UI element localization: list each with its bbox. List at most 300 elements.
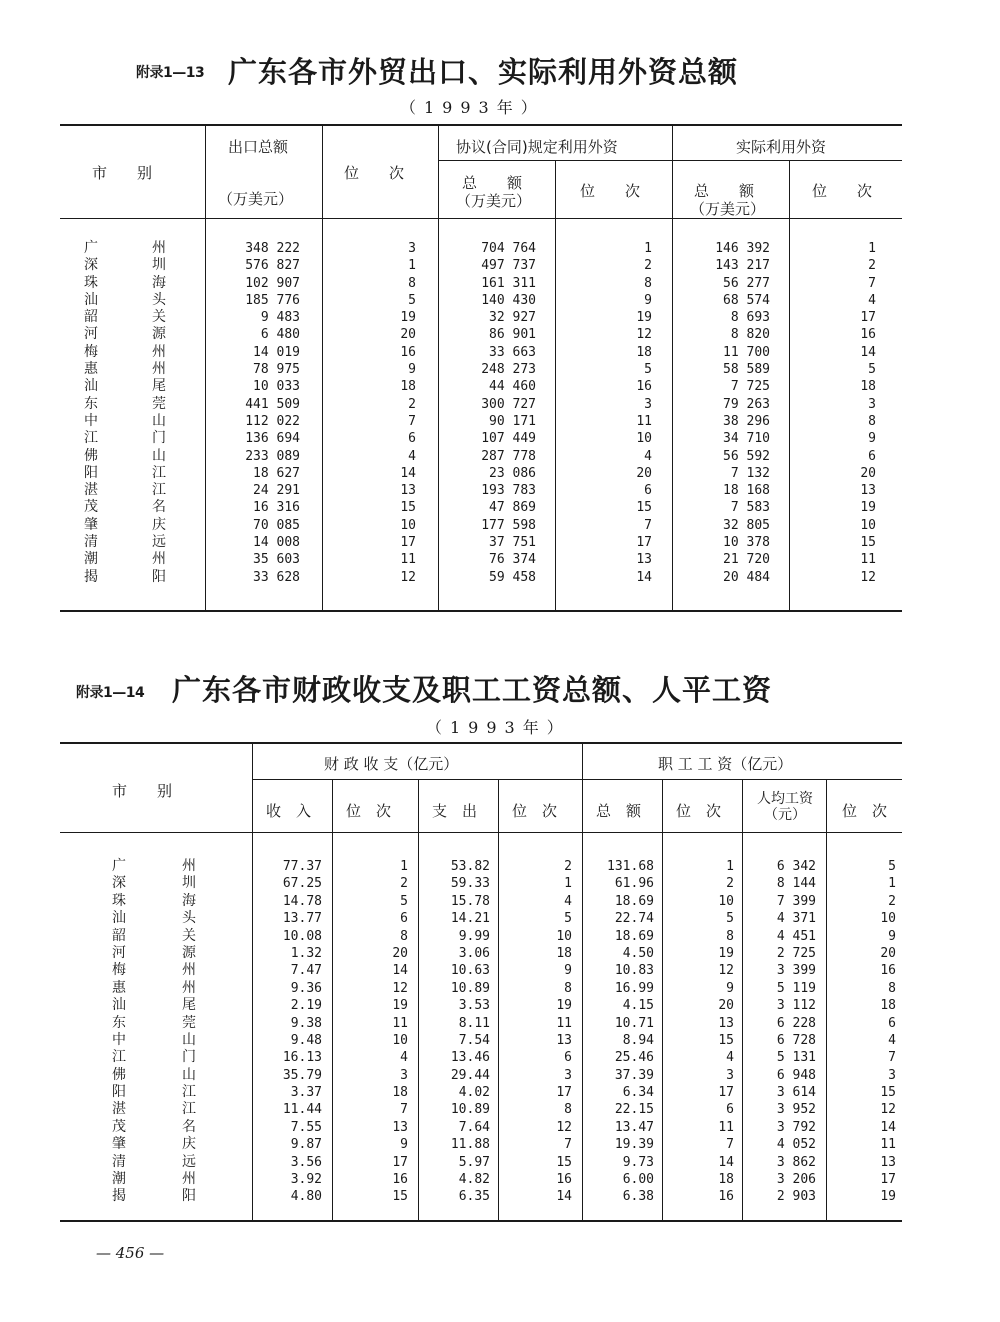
city-char-1: 中 (84, 412, 98, 429)
avg-wage-rank: 17 (880, 1172, 896, 1188)
agreed-rank: 12 (636, 327, 652, 343)
export-value: 70 085 (253, 517, 300, 533)
table2-header-wage-total: 总 额 (596, 802, 642, 820)
city-char-2: 州 (152, 343, 166, 360)
income-value: 7.55 (290, 1119, 322, 1135)
actual-value: 20 484 (723, 569, 770, 585)
city-char-1: 揭 (112, 1188, 126, 1205)
actual-value: 68 574 (723, 292, 770, 308)
income-value: 35.79 (282, 1067, 322, 1083)
city-char-2: 源 (152, 326, 166, 343)
avg-wage-value: 3 792 (776, 1119, 816, 1135)
expense-rank: 16 (556, 1172, 572, 1188)
export-rank: 7 (408, 413, 416, 429)
actual-rank: 12 (860, 569, 876, 585)
city-char-1: 清 (112, 1153, 126, 1170)
expense-value: 10.89 (450, 980, 490, 996)
city-char-2: 阳 (182, 1188, 196, 1205)
actual-rank: 7 (868, 275, 876, 291)
income-rank: 11 (392, 1015, 408, 1031)
expense-rank: 18 (556, 945, 572, 961)
table1-header-actual-total: 总 额 (694, 182, 755, 200)
agreed-value: 86 901 (489, 327, 536, 343)
city-char-2: 山 (152, 447, 166, 464)
expense-rank: 1 (564, 876, 572, 892)
expense-value: 7.64 (458, 1119, 490, 1135)
wage-total-rank: 9 (726, 980, 734, 996)
income-value: 14.78 (282, 893, 322, 909)
actual-value: 8 693 (730, 310, 770, 326)
export-rank: 14 (400, 465, 416, 481)
actual-value: 21 720 (723, 552, 770, 568)
agreed-rank: 3 (644, 396, 652, 412)
export-value: 112 022 (245, 413, 300, 429)
actual-value: 8 820 (730, 327, 770, 343)
table1-header-agreed-total: 总 额 (462, 174, 523, 192)
avg-wage-value: 5 131 (776, 1050, 816, 1066)
table2-year: （1993年） (426, 718, 571, 737)
expense-rank: 5 (564, 911, 572, 927)
agreed-rank: 13 (636, 552, 652, 568)
wage-total-value: 18.69 (614, 928, 654, 944)
export-rank: 6 (408, 431, 416, 447)
avg-wage-value: 3 112 (776, 998, 816, 1014)
export-rank: 1 (408, 258, 416, 274)
avg-wage-value: 5 119 (776, 980, 816, 996)
avg-wage-value: 8 144 (776, 876, 816, 892)
table2-header-rule (60, 832, 902, 833)
city-char-2: 莞 (152, 395, 166, 412)
table1-header-export: 出口总额 (228, 138, 289, 156)
export-rank: 4 (408, 448, 416, 464)
income-value: 3.37 (290, 1085, 322, 1101)
wage-total-rank: 16 (718, 1189, 734, 1205)
export-rank: 18 (400, 379, 416, 395)
agreed-value: 59 458 (489, 569, 536, 585)
city-char-2: 州 (182, 979, 196, 996)
table-row (0, 1101, 1000, 1118)
city-char-2: 圳 (152, 257, 166, 274)
city-char-2: 江 (152, 482, 166, 499)
actual-value: 79 263 (723, 396, 770, 412)
actual-rank: 4 (868, 292, 876, 308)
wage-total-value: 13.47 (614, 1119, 654, 1135)
table-row (0, 413, 1000, 430)
income-value: 3.92 (290, 1172, 322, 1188)
actual-rank: 3 (868, 396, 876, 412)
income-value: 1.32 (290, 945, 322, 961)
table-row (0, 1084, 1000, 1101)
table-row (0, 344, 1000, 361)
wage-total-value: 4.50 (622, 945, 654, 961)
avg-wage-rank: 2 (888, 893, 896, 909)
avg-wage-rank: 4 (888, 1032, 896, 1048)
export-rank: 10 (400, 517, 416, 533)
avg-wage-rank: 11 (880, 1137, 896, 1153)
avg-wage-value: 4 451 (776, 928, 816, 944)
avg-wage-rank: 6 (888, 1015, 896, 1031)
wage-total-rank: 4 (726, 1050, 734, 1066)
city-char-2: 远 (182, 1153, 196, 1170)
export-value: 102 907 (245, 275, 300, 291)
income-rank: 16 (392, 1172, 408, 1188)
expense-value: 11.88 (450, 1137, 490, 1153)
city-char-1: 梅 (84, 343, 98, 360)
table-row (0, 569, 1000, 586)
agreed-rank: 16 (636, 379, 652, 395)
agreed-rank: 8 (644, 275, 652, 291)
agreed-value: 300 727 (481, 396, 536, 412)
agreed-rank: 9 (644, 292, 652, 308)
table2-header-expense-rank: 位 次 (512, 802, 558, 820)
table-row (0, 858, 1000, 875)
actual-rank: 16 (860, 327, 876, 343)
expense-value: 3.53 (458, 998, 490, 1014)
actual-rank: 18 (860, 379, 876, 395)
table2-title: 广东各市财政收支及职工工资总额、人平工资 (172, 673, 773, 707)
avg-wage-rank: 5 (888, 859, 896, 874)
table2-body (0, 858, 1000, 1206)
wage-total-rank: 8 (726, 928, 734, 944)
agreed-value: 37 751 (489, 535, 536, 551)
actual-value: 7 725 (730, 379, 770, 395)
export-value: 78 975 (253, 362, 300, 378)
table-row (0, 309, 1000, 326)
wage-total-rank: 15 (718, 1032, 734, 1048)
city-char-1: 肇 (112, 1136, 126, 1153)
actual-rank: 14 (860, 344, 876, 360)
city-char-2: 尾 (152, 378, 166, 395)
agreed-rank: 18 (636, 344, 652, 360)
city-char-2: 圳 (182, 875, 196, 892)
export-value: 18 627 (253, 465, 300, 481)
actual-rank: 8 (868, 413, 876, 429)
income-value: 11.44 (282, 1102, 322, 1118)
income-rank: 14 (392, 963, 408, 979)
avg-wage-value: 7 399 (776, 893, 816, 909)
export-value: 9 483 (260, 310, 300, 326)
table-row (0, 448, 1000, 465)
export-value: 14 019 (253, 344, 300, 360)
table-row (0, 980, 1000, 997)
table1-header-city: 市 别 (92, 164, 153, 182)
wage-total-rank: 20 (718, 998, 734, 1014)
agreed-rank: 14 (636, 569, 652, 585)
actual-value: 38 296 (723, 413, 770, 429)
table2-header-city: 市 别 (112, 782, 173, 800)
income-rank: 10 (392, 1032, 408, 1048)
table-row (0, 517, 1000, 534)
agreed-value: 44 460 (489, 379, 536, 395)
actual-value: 58 589 (723, 362, 770, 378)
agreed-rank: 4 (644, 448, 652, 464)
expense-value: 29.44 (450, 1067, 490, 1083)
table-row (0, 1171, 1000, 1188)
table1-year: （1993年） (400, 98, 545, 117)
income-value: 9.87 (290, 1137, 322, 1153)
table1-title: 广东各市外贸出口、实际利用外资总额 (228, 55, 739, 89)
agreed-rank: 6 (644, 483, 652, 499)
expense-rank: 10 (556, 928, 572, 944)
export-value: 233 089 (245, 448, 300, 464)
income-value: 9.38 (290, 1015, 322, 1031)
income-rank: 6 (400, 911, 408, 927)
income-rank: 8 (400, 928, 408, 944)
export-value: 136 694 (245, 431, 300, 447)
table2-header-avg-unit: （元） (764, 807, 806, 823)
table1-top-rule (60, 124, 902, 126)
city-char-1: 茂 (112, 1118, 126, 1135)
export-rank: 16 (400, 344, 416, 360)
city-char-2: 州 (182, 962, 196, 979)
table-row (0, 1154, 1000, 1171)
expense-rank: 4 (564, 893, 572, 909)
avg-wage-value: 6 948 (776, 1067, 816, 1083)
city-char-1: 广 (112, 858, 126, 874)
avg-wage-rank: 12 (880, 1102, 896, 1118)
wage-total-rank: 18 (718, 1172, 734, 1188)
city-char-2: 江 (152, 464, 166, 481)
agreed-rank: 2 (644, 258, 652, 274)
city-char-2: 山 (182, 1066, 196, 1083)
table-row (0, 396, 1000, 413)
wage-total-rank: 2 (726, 876, 734, 892)
table1-tag: 附录1—13 (136, 65, 205, 81)
income-value: 9.48 (290, 1032, 322, 1048)
city-char-2: 头 (182, 910, 196, 927)
avg-wage-rank: 16 (880, 963, 896, 979)
wage-total-value: 10.71 (614, 1015, 654, 1031)
actual-rank: 15 (860, 535, 876, 551)
city-char-1: 佛 (112, 1066, 126, 1083)
city-char-1: 佛 (84, 447, 98, 464)
expense-rank: 2 (564, 859, 572, 874)
table2-header-wage: 职 工 工 资（亿元） (658, 755, 793, 773)
avg-wage-value: 6 228 (776, 1015, 816, 1031)
income-value: 16.13 (282, 1050, 322, 1066)
export-rank: 11 (400, 552, 416, 568)
table2-header-income-rank: 位 次 (346, 802, 392, 820)
avg-wage-value: 2 903 (776, 1189, 816, 1205)
income-rank: 2 (400, 876, 408, 892)
expense-value: 59.33 (450, 876, 490, 892)
table-row (0, 326, 1000, 343)
city-char-2: 州 (182, 858, 196, 874)
income-rank: 4 (400, 1050, 408, 1066)
export-rank: 17 (400, 535, 416, 551)
income-value: 77.37 (282, 859, 322, 874)
table1-header-rank: 位 次 (344, 164, 405, 182)
income-rank: 12 (392, 980, 408, 996)
city-char-2: 门 (182, 1049, 196, 1066)
expense-value: 5.97 (458, 1154, 490, 1170)
agreed-value: 32 927 (489, 310, 536, 326)
table-row (0, 1188, 1000, 1205)
actual-rank: 17 (860, 310, 876, 326)
agreed-value: 23 086 (489, 465, 536, 481)
actual-rank: 20 (860, 465, 876, 481)
agreed-rank: 11 (636, 413, 652, 429)
expense-rank: 11 (556, 1015, 572, 1031)
table1-header-agreed-unit: （万美元） (456, 192, 532, 210)
table1-header-export-unit: （万美元） (218, 190, 294, 208)
expense-rank: 8 (564, 1102, 572, 1118)
export-value: 16 316 (253, 500, 300, 516)
wage-total-value: 6.34 (622, 1085, 654, 1101)
avg-wage-rank: 1 (888, 876, 896, 892)
actual-value: 10 378 (723, 535, 770, 551)
table-row (0, 430, 1000, 447)
table-row (0, 465, 1000, 482)
income-value: 10.08 (282, 928, 322, 944)
income-rank: 18 (392, 1085, 408, 1101)
expense-rank: 7 (564, 1137, 572, 1153)
city-char-1: 肇 (84, 516, 98, 533)
wage-total-value: 8.94 (622, 1032, 654, 1048)
city-char-1: 汕 (112, 997, 126, 1014)
table-row (0, 482, 1000, 499)
table1-header-actual-unit: （万美元） (690, 200, 766, 218)
export-value: 33 628 (253, 569, 300, 585)
expense-rank: 15 (556, 1154, 572, 1170)
export-rank: 5 (408, 292, 416, 308)
avg-wage-value: 3 399 (776, 963, 816, 979)
city-char-1: 阳 (84, 464, 98, 481)
income-value: 3.56 (290, 1154, 322, 1170)
agreed-rank: 17 (636, 535, 652, 551)
city-char-1: 珠 (84, 274, 98, 291)
income-value: 2.19 (290, 998, 322, 1014)
city-char-2: 海 (152, 274, 166, 291)
city-char-2: 州 (182, 1171, 196, 1188)
table-row (0, 292, 1000, 309)
agreed-rank: 5 (644, 362, 652, 378)
city-char-1: 汕 (84, 378, 98, 395)
income-rank: 9 (400, 1137, 408, 1153)
expense-value: 13.46 (450, 1050, 490, 1066)
city-char-2: 阳 (152, 568, 166, 585)
table2-header-wage-rank: 位 次 (676, 802, 722, 820)
table-row (0, 499, 1000, 516)
city-char-2: 尾 (182, 997, 196, 1014)
wage-total-rank: 19 (718, 945, 734, 961)
expense-rank: 8 (564, 980, 572, 996)
agreed-rank: 20 (636, 465, 652, 481)
table-row (0, 534, 1000, 551)
expense-value: 15.78 (450, 893, 490, 909)
income-value: 9.36 (290, 980, 322, 996)
table-row (0, 875, 1000, 892)
city-char-1: 深 (112, 875, 126, 892)
agreed-value: 161 311 (481, 275, 536, 291)
expense-value: 10.63 (450, 963, 490, 979)
agreed-value: 497 737 (481, 258, 536, 274)
wage-total-value: 18.69 (614, 893, 654, 909)
city-char-2: 名 (152, 499, 166, 516)
expense-rank: 9 (564, 963, 572, 979)
city-char-2: 门 (152, 430, 166, 447)
wage-total-rank: 10 (718, 893, 734, 909)
expense-value: 8.11 (458, 1015, 490, 1031)
city-char-1: 清 (84, 534, 98, 551)
avg-wage-rank: 3 (888, 1067, 896, 1083)
actual-value: 146 392 (715, 241, 770, 256)
table1-group-rule (438, 160, 902, 161)
city-char-1: 惠 (112, 979, 126, 996)
city-char-1: 河 (84, 326, 98, 343)
expense-rank: 19 (556, 998, 572, 1014)
export-rank: 9 (408, 362, 416, 378)
city-char-1: 揭 (84, 568, 98, 585)
city-char-2: 州 (152, 240, 166, 256)
wage-total-value: 61.96 (614, 876, 654, 892)
city-char-1: 湛 (112, 1101, 126, 1118)
actual-value: 11 700 (723, 344, 770, 360)
table-row (0, 1032, 1000, 1049)
wage-total-rank: 11 (718, 1119, 734, 1135)
avg-wage-value: 3 614 (776, 1085, 816, 1101)
table-row (0, 928, 1000, 945)
expense-rank: 17 (556, 1085, 572, 1101)
export-rank: 19 (400, 310, 416, 326)
wage-total-value: 19.39 (614, 1137, 654, 1153)
city-char-1: 汕 (112, 910, 126, 927)
city-char-1: 江 (112, 1049, 126, 1066)
agreed-value: 47 869 (489, 500, 536, 516)
table-row (0, 910, 1000, 927)
actual-rank: 1 (868, 241, 876, 256)
table1-header-agreed-rank: 位 次 (580, 182, 641, 200)
expense-value: 7.54 (458, 1032, 490, 1048)
table2-group-rule (252, 779, 902, 780)
table2-header-expense: 支 出 (432, 802, 478, 820)
export-value: 10 033 (253, 379, 300, 395)
agreed-value: 140 430 (481, 292, 536, 308)
actual-value: 56 277 (723, 275, 770, 291)
wage-total-rank: 7 (726, 1137, 734, 1153)
wage-total-value: 6.38 (622, 1189, 654, 1205)
expense-value: 6.35 (458, 1189, 490, 1205)
city-char-1: 潮 (84, 551, 98, 568)
actual-rank: 13 (860, 483, 876, 499)
wage-total-value: 25.46 (614, 1050, 654, 1066)
city-char-2: 州 (152, 551, 166, 568)
city-char-1: 中 (112, 1031, 126, 1048)
avg-wage-value: 4 371 (776, 911, 816, 927)
wage-total-rank: 5 (726, 911, 734, 927)
table-row (0, 551, 1000, 568)
agreed-value: 248 273 (481, 362, 536, 378)
avg-wage-rank: 14 (880, 1119, 896, 1135)
city-char-1: 珠 (112, 892, 126, 909)
expense-rank: 6 (564, 1050, 572, 1066)
wage-total-value: 16.99 (614, 980, 654, 996)
table1-header-actual: 实际利用外资 (736, 138, 827, 156)
city-char-2: 头 (152, 291, 166, 308)
city-char-2: 关 (152, 309, 166, 326)
wage-total-rank: 12 (718, 963, 734, 979)
avg-wage-rank: 18 (880, 998, 896, 1014)
city-char-1: 汕 (84, 291, 98, 308)
city-char-2: 州 (152, 361, 166, 378)
expense-value: 3.06 (458, 945, 490, 961)
export-rank: 8 (408, 275, 416, 291)
actual-value: 34 710 (723, 431, 770, 447)
agreed-value: 704 764 (481, 241, 536, 256)
export-value: 576 827 (245, 258, 300, 274)
expense-value: 9.99 (458, 928, 490, 944)
agreed-value: 76 374 (489, 552, 536, 568)
